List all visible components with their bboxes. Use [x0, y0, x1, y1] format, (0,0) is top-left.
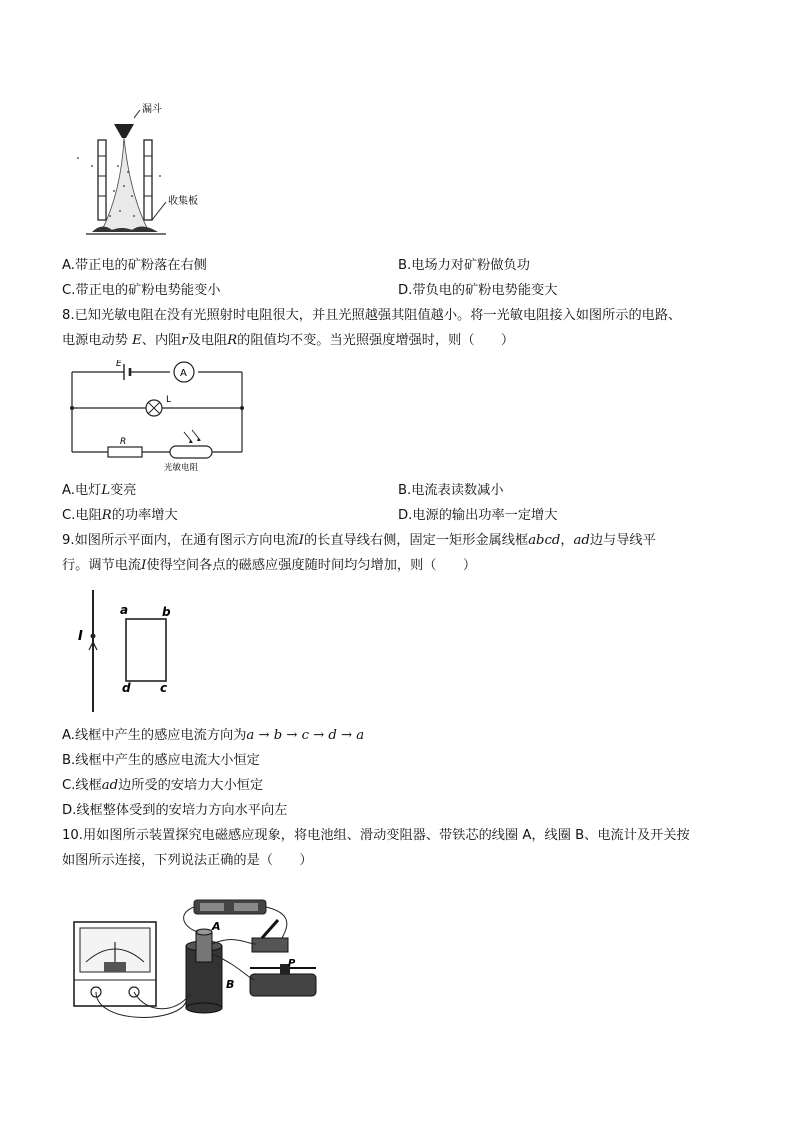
q8-option-b: B.电流表读数减小 — [398, 483, 504, 498]
funnel-label: 漏斗 — [142, 104, 162, 115]
q9-stem-line1: 9.如图所示平面内，在通有图示方向电流I的长直导线右侧，固定一矩形金属线框abcd，ad边与导线平 — [62, 533, 656, 548]
var-r: r — [181, 333, 188, 348]
q9-stem-line2: 行。调节电流I使得空间各点的磁感应强度随时间均匀增加，则（ ） — [62, 558, 477, 573]
q9-option-b: B.线框中产生的感应电流大小恒定 — [62, 753, 260, 768]
q8-stem-line1: 8.已知光敏电阻在没有光照射时电阻很大，并且光照越强其阻值越小。将一光敏电阻接入如图所示的电路、 — [62, 308, 682, 323]
right-plate — [144, 140, 152, 220]
label-L: L — [166, 395, 172, 405]
label-photoresistor: 光敏电阻 — [164, 463, 199, 472]
figure-q9-wire-loop — [70, 586, 200, 716]
q8-option-d: D.电源的输出功率一定增大 — [398, 508, 558, 523]
label-R: R — [120, 437, 127, 447]
figure-q8-circuit — [62, 360, 252, 472]
label-A: A — [180, 368, 187, 379]
q10-stem-line2: 如图所示连接，下列说法正确的是（ ） — [62, 853, 313, 868]
var-R: R — [227, 333, 238, 348]
label-d: d — [122, 681, 131, 695]
q7-option-c: C.带正电的矿粉电势能变小 — [62, 283, 221, 298]
resistor-R — [108, 447, 142, 457]
label-coil-B: B — [226, 978, 235, 991]
q7-option-b: B.电场力对矿粉做负功 — [398, 258, 530, 273]
q9-option-d: D.线框整体受到的安培力方向水平向左 — [62, 803, 288, 818]
photoresistor — [170, 446, 212, 458]
q9-option-c: C.线框ad边所受的安培力大小恒定 — [62, 778, 264, 793]
coil-A — [196, 929, 212, 962]
var-E: E — [132, 333, 142, 348]
q8-option-a: A.电灯L变亮 — [62, 483, 137, 498]
label-a: a — [120, 603, 129, 617]
figure-q7-separator — [62, 96, 212, 244]
label-E: E — [116, 360, 122, 369]
q8-option-c: C.电阻R的功率增大 — [62, 508, 178, 523]
q7-option-d: D.带负电的矿粉电势能变大 — [398, 283, 558, 298]
collector-label: 收集板 — [168, 196, 198, 207]
label-c: c — [160, 681, 168, 695]
left-plate — [98, 140, 106, 220]
label-I: I — [78, 629, 83, 644]
galvanometer — [74, 922, 156, 1006]
q8-stem-line2: 电源电动势 E、内阻r及电阻R的阻值均不变。当光照强度增强时，则（ ） — [62, 333, 515, 348]
figure-q10-apparatus — [66, 884, 326, 1028]
battery-pack — [194, 900, 266, 914]
label-slider-P: P — [288, 958, 296, 969]
q9-option-a: A.线框中产生的感应电流方向为a → b → c → d → a — [62, 728, 365, 743]
rheostat — [250, 964, 316, 996]
q7-option-a: A.带正电的矿粉落在右侧 — [62, 258, 207, 273]
label-b: b — [162, 605, 171, 619]
metal-loop-abcd — [126, 619, 166, 681]
q10-stem-line1: 10.用如图所示装置探究电磁感应现象，将电池组、滑动变阻器、带铁芯的线圈 A，线圈 B、电流计及开关按 — [62, 828, 690, 843]
funnel-shape — [114, 124, 134, 138]
label-coil-A: A — [212, 920, 221, 933]
powder-cone — [102, 138, 148, 230]
